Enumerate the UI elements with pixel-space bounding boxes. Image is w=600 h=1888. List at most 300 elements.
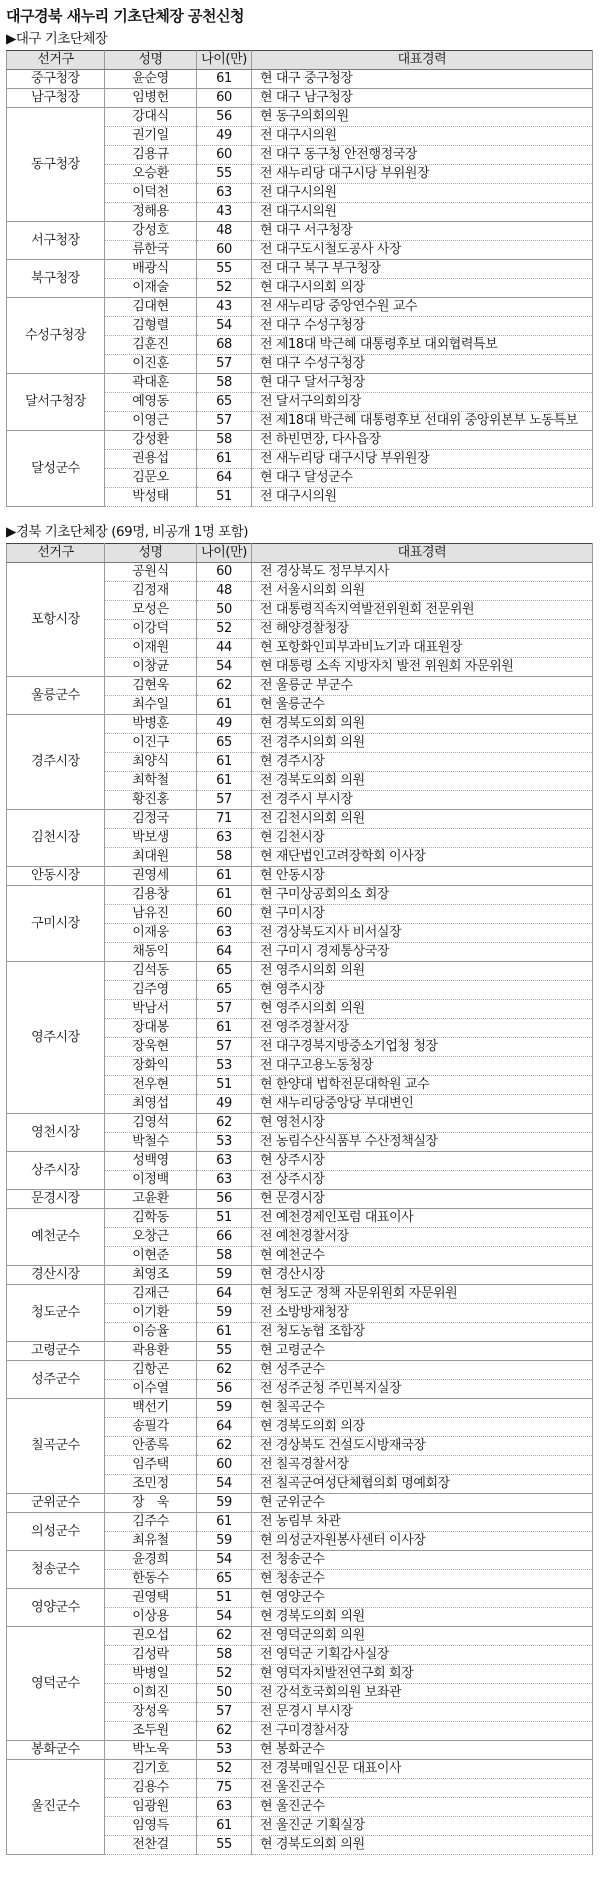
candidate-name: 김석동 [105, 962, 197, 981]
candidate-name: 오창근 [105, 1228, 197, 1247]
candidate-name: 고윤환 [105, 1190, 197, 1209]
table-row [7, 1513, 593, 1532]
candidate-age: 55 [197, 260, 252, 279]
candidate-name: 김주영 [105, 981, 197, 1000]
candidate-career: 현 포항화인피부과비뇨기과 대표원장 [252, 639, 593, 658]
candidate-career: 전 경상북도 건설도시방재국장 [252, 1437, 593, 1456]
candidate-age: 64 [197, 943, 252, 962]
candidate-age: 65 [197, 962, 252, 981]
header-career: 대표경력 [252, 544, 593, 563]
table-row [7, 1627, 593, 1646]
candidate-name: 조민정 [105, 1475, 197, 1494]
candidate-name: 한동수 [105, 1570, 197, 1589]
candidate-name: 모성은 [105, 601, 197, 620]
candidate-name: 최유철 [105, 1532, 197, 1551]
district-cell: 의성군수 [7, 1513, 105, 1551]
table-row [7, 1589, 593, 1608]
page-title: 대구경북 새누리 기초단체장 공천신청 [6, 7, 245, 25]
district-cell: 서구청장 [7, 222, 105, 260]
candidate-name: 윤경희 [105, 1551, 197, 1570]
candidate-career: 현 칠곡군수 [252, 1399, 593, 1418]
candidate-name: 김용창 [105, 886, 197, 905]
district-cell: 칠곡군수 [7, 1399, 105, 1494]
candidate-name: 이강덕 [105, 620, 197, 639]
candidate-name: 이재웅 [105, 924, 197, 943]
candidate-age: 55 [197, 165, 252, 184]
candidate-age: 63 [197, 1171, 252, 1190]
candidate-career: 현 봉화군수 [252, 1741, 593, 1760]
district-cell: 문경시장 [7, 1190, 105, 1209]
table-row [7, 374, 593, 393]
candidate-career: 전 대통령직속지역발전위원회 전문위원 [252, 601, 593, 620]
candidate-name: 이기환 [105, 1304, 197, 1323]
candidate-name: 황진홍 [105, 791, 197, 810]
candidate-age: 50 [197, 1684, 252, 1703]
candidate-age: 55 [197, 1836, 252, 1855]
candidate-career: 현 안동시장 [252, 867, 593, 886]
candidate-name: 권영세 [105, 867, 197, 886]
candidate-career: 전 예천경찰서장 [252, 1228, 593, 1247]
table-row [7, 867, 593, 886]
candidate-career: 현 대구 중구청장 [252, 70, 593, 89]
candidate-name: 이재원 [105, 639, 197, 658]
candidate-age: 63 [197, 924, 252, 943]
candidate-age: 65 [197, 1570, 252, 1589]
table-row [7, 962, 593, 981]
table-row [7, 1342, 593, 1361]
candidate-career: 전 영주시의회 의원 [252, 962, 593, 981]
candidate-name: 박남서 [105, 1000, 197, 1019]
section-title-daegu: ▶대구 기초단체장 [6, 31, 108, 47]
candidate-age: 65 [197, 981, 252, 1000]
candidate-name: 최영조 [105, 1266, 197, 1285]
candidate-career: 전 대구 동구청 안전행정국장 [252, 146, 593, 165]
candidate-name: 이진훈 [105, 355, 197, 374]
district-cell: 청송군수 [7, 1551, 105, 1589]
candidate-career: 전 대구시의원 [252, 184, 593, 203]
candidate-age: 52 [197, 1760, 252, 1779]
candidate-age: 48 [197, 582, 252, 601]
table-row [7, 222, 593, 241]
candidate-career: 현 구미상공회의소 회장 [252, 886, 593, 905]
candidate-age: 54 [197, 1608, 252, 1627]
candidate-name: 박성태 [105, 488, 197, 507]
candidate-career: 현 울진군수 [252, 1798, 593, 1817]
candidate-name: 임병헌 [105, 89, 197, 108]
candidate-age: 63 [197, 1152, 252, 1171]
candidate-career: 전 울릉군 부군수 [252, 677, 593, 696]
candidate-name: 강대식 [105, 108, 197, 127]
candidate-age: 60 [197, 241, 252, 260]
candidate-career: 현 경북도의회 의원 [252, 1836, 593, 1855]
candidate-career: 전 대구 수성구청장 [252, 317, 593, 336]
district-cell: 달성군수 [7, 431, 105, 507]
table-row [7, 1190, 593, 1209]
candidate-career: 전 구미시 경제통상국장 [252, 943, 593, 962]
candidate-career: 전 상주시장 [252, 1171, 593, 1190]
candidate-career: 현 재단법인고려장학회 이사장 [252, 848, 593, 867]
candidate-age: 57 [197, 355, 252, 374]
candidate-age: 62 [197, 1437, 252, 1456]
candidate-career: 전 영덕군의회 의원 [252, 1627, 593, 1646]
candidate-career: 전 농림부 차관 [252, 1513, 593, 1532]
candidate-age: 58 [197, 1247, 252, 1266]
candidate-age: 61 [197, 886, 252, 905]
candidate-age: 59 [197, 1399, 252, 1418]
table-header-row [7, 51, 593, 70]
candidate-age: 62 [197, 1722, 252, 1741]
table-row [7, 886, 593, 905]
candidate-career: 전 해양경찰청장 [252, 620, 593, 639]
candidate-name: 박철수 [105, 1133, 197, 1152]
table-row [7, 1285, 593, 1304]
district-cell: 고령군수 [7, 1342, 105, 1361]
table-row [7, 1494, 593, 1513]
candidate-age: 49 [197, 127, 252, 146]
candidate-age: 53 [197, 1741, 252, 1760]
candidate-career: 현 예천군수 [252, 1247, 593, 1266]
candidate-name: 이상용 [105, 1608, 197, 1627]
candidate-career: 현 동구의회의원 [252, 108, 593, 127]
candidate-name: 최양식 [105, 753, 197, 772]
candidate-age: 62 [197, 1627, 252, 1646]
candidate-career: 전 영덕군 기획감사실장 [252, 1646, 593, 1665]
candidate-age: 53 [197, 1057, 252, 1076]
candidate-career: 전 경주시의회 의원 [252, 734, 593, 753]
candidate-career: 현 경산시장 [252, 1266, 593, 1285]
candidate-age: 59 [197, 1494, 252, 1513]
candidate-career: 현 대구 서구청장 [252, 222, 593, 241]
candidate-career: 현 고령군수 [252, 1342, 593, 1361]
district-cell: 영주시장 [7, 962, 105, 1114]
candidate-name: 안종록 [105, 1437, 197, 1456]
candidate-career: 전 제18대 박근혜 대통령후보 선대위 중앙위본부 노동특보 [252, 412, 593, 431]
candidate-career: 전 달서구의회의장 [252, 393, 593, 412]
candidate-name: 채동익 [105, 943, 197, 962]
district-cell: 성주군수 [7, 1361, 105, 1399]
table-row [7, 260, 593, 279]
candidate-age: 54 [197, 1475, 252, 1494]
candidate-name: 조두원 [105, 1722, 197, 1741]
table-row [7, 1399, 593, 1418]
candidate-career: 전 영주경찰서장 [252, 1019, 593, 1038]
table-row [7, 431, 593, 450]
district-cell: 영덕군수 [7, 1627, 105, 1741]
candidate-age: 51 [197, 1589, 252, 1608]
candidate-career: 현 영주시장 [252, 981, 593, 1000]
candidate-name: 김성락 [105, 1646, 197, 1665]
candidate-name: 김정국 [105, 810, 197, 829]
candidate-career: 전 대구 북구 부구청장 [252, 260, 593, 279]
district-cell: 청도군수 [7, 1285, 105, 1342]
candidate-career: 현 영주시의회 의원 [252, 1000, 593, 1019]
table-row [7, 1114, 593, 1133]
district-cell: 울진군수 [7, 1760, 105, 1855]
table-row [7, 1361, 593, 1380]
table-row [7, 298, 593, 317]
candidate-name: 최학철 [105, 772, 197, 791]
candidate-age: 61 [197, 70, 252, 89]
candidate-name: 김재근 [105, 1285, 197, 1304]
candidate-name: 임주택 [105, 1456, 197, 1475]
candidate-name: 권용섭 [105, 450, 197, 469]
candidate-name: 성백영 [105, 1152, 197, 1171]
candidate-name: 곽대훈 [105, 374, 197, 393]
candidate-name: 장욱현 [105, 1038, 197, 1057]
candidate-career: 전 하빈면장, 다사읍장 [252, 431, 593, 450]
table-row [7, 89, 593, 108]
header-district: 선거구 [7, 51, 105, 70]
candidate-name: 박병일 [105, 1665, 197, 1684]
candidate-name: 윤순영 [105, 70, 197, 89]
candidate-name: 권오섭 [105, 1627, 197, 1646]
candidate-age: 61 [197, 450, 252, 469]
candidate-name: 공원식 [105, 563, 197, 582]
candidate-name: 김훈진 [105, 336, 197, 355]
table-row [7, 1741, 593, 1760]
candidate-name: 김영석 [105, 1114, 197, 1133]
candidate-age: 52 [197, 1665, 252, 1684]
section-title-gyeongbuk: ▶경북 기초단체장 (69명, 비공개 1명 포함) [6, 524, 249, 540]
candidate-name: 류한국 [105, 241, 197, 260]
candidate-name: 최영섭 [105, 1095, 197, 1114]
gyeongbuk-candidates-table [6, 543, 593, 1855]
candidate-name: 김항곤 [105, 1361, 197, 1380]
candidate-career: 전 구미경찰서장 [252, 1722, 593, 1741]
candidate-career: 전 농림수산식품부 수산정책실장 [252, 1133, 593, 1152]
candidate-career: 전 새누리당 대구시당 부위원장 [252, 165, 593, 184]
candidate-age: 63 [197, 184, 252, 203]
header-age: 나이(만) [197, 51, 252, 70]
candidate-age: 59 [197, 1266, 252, 1285]
candidate-age: 59 [197, 1304, 252, 1323]
candidate-career: 현 새누리당중앙당 부대변인 [252, 1095, 593, 1114]
district-cell: 김천시장 [7, 810, 105, 867]
district-cell: 울릉군수 [7, 677, 105, 715]
candidate-age: 71 [197, 810, 252, 829]
candidate-name: 김정재 [105, 582, 197, 601]
candidate-name: 김기호 [105, 1760, 197, 1779]
candidate-name: 김형렬 [105, 317, 197, 336]
candidate-age: 59 [197, 1532, 252, 1551]
candidate-name: 김용수 [105, 1779, 197, 1798]
candidate-career: 전 경북매일신문 대표이사 [252, 1760, 593, 1779]
district-cell: 영양군수 [7, 1589, 105, 1627]
candidate-career: 현 대구 달성군수 [252, 469, 593, 488]
candidate-career: 현 성주군수 [252, 1361, 593, 1380]
table-row [7, 563, 593, 582]
candidate-age: 64 [197, 1418, 252, 1437]
candidate-age: 54 [197, 658, 252, 677]
candidate-career: 현 김천시장 [252, 829, 593, 848]
candidate-age: 58 [197, 431, 252, 450]
candidate-name: 남유진 [105, 905, 197, 924]
candidate-name: 권영택 [105, 1589, 197, 1608]
candidate-age: 51 [197, 1209, 252, 1228]
candidate-name: 정해용 [105, 203, 197, 222]
candidate-age: 56 [197, 1190, 252, 1209]
candidate-age: 61 [197, 1817, 252, 1836]
candidate-age: 63 [197, 1798, 252, 1817]
candidate-career: 현 군위군수 [252, 1494, 593, 1513]
candidate-career: 현 대구 달서구청장 [252, 374, 593, 393]
candidate-name: 김현욱 [105, 677, 197, 696]
candidate-age: 58 [197, 1646, 252, 1665]
candidate-age: 44 [197, 639, 252, 658]
district-cell: 포항시장 [7, 563, 105, 677]
candidate-age: 51 [197, 488, 252, 507]
candidate-career: 현 경북도의회 의원 [252, 715, 593, 734]
candidate-age: 53 [197, 1133, 252, 1152]
candidate-age: 61 [197, 696, 252, 715]
candidate-career: 현 경주시장 [252, 753, 593, 772]
candidate-age: 65 [197, 393, 252, 412]
candidate-name: 임광원 [105, 1798, 197, 1817]
candidate-name: 배광식 [105, 260, 197, 279]
candidate-age: 61 [197, 1019, 252, 1038]
candidate-name: 이진구 [105, 734, 197, 753]
district-cell: 동구청장 [7, 108, 105, 222]
district-cell: 상주시장 [7, 1152, 105, 1190]
header-district: 선거구 [7, 544, 105, 563]
candidate-career: 전 성주군청 주민복지실장 [252, 1380, 593, 1399]
candidate-age: 54 [197, 1551, 252, 1570]
candidate-age: 61 [197, 1323, 252, 1342]
candidate-age: 49 [197, 715, 252, 734]
candidate-career: 전 새누리당 중앙연수원 교수 [252, 298, 593, 317]
candidate-name: 오승환 [105, 165, 197, 184]
candidate-career: 전 울진군 기획실장 [252, 1817, 593, 1836]
candidate-name: 백선기 [105, 1399, 197, 1418]
gyeongbuk-table-body [7, 563, 593, 1855]
candidate-career: 현 대통령 소속 지방자치 발전 위원회 자문위원 [252, 658, 593, 677]
candidate-name: 박노욱 [105, 1741, 197, 1760]
candidate-age: 61 [197, 1513, 252, 1532]
candidate-age: 57 [197, 1703, 252, 1722]
candidate-name: 권기일 [105, 127, 197, 146]
header-age: 나이(만) [197, 544, 252, 563]
candidate-career: 현 영천시장 [252, 1114, 593, 1133]
candidate-name: 박보생 [105, 829, 197, 848]
candidate-age: 62 [197, 1114, 252, 1133]
header-career: 대표경력 [252, 51, 593, 70]
candidate-name: 이재술 [105, 279, 197, 298]
candidate-age: 52 [197, 279, 252, 298]
candidate-age: 54 [197, 317, 252, 336]
table-row [7, 1760, 593, 1779]
candidate-career: 전 경주시 부시장 [252, 791, 593, 810]
candidate-career: 현 청도군 정책 자문위원회 자문위원 [252, 1285, 593, 1304]
candidate-name: 강성호 [105, 222, 197, 241]
candidate-name: 강성환 [105, 431, 197, 450]
candidate-career: 전 대구고용노동청장 [252, 1057, 593, 1076]
candidate-career: 현 영덕자치발전연구회 회장 [252, 1665, 593, 1684]
candidate-age: 68 [197, 336, 252, 355]
candidate-age: 49 [197, 1095, 252, 1114]
candidate-name: 장성욱 [105, 1703, 197, 1722]
candidate-name: 최수일 [105, 696, 197, 715]
candidate-name: 곽용환 [105, 1342, 197, 1361]
candidate-career: 전 청도농협 조합장 [252, 1323, 593, 1342]
candidate-age: 52 [197, 620, 252, 639]
candidate-career: 전 경상북도 정무부지사 [252, 563, 593, 582]
candidate-name: 장화익 [105, 1057, 197, 1076]
candidate-name: 이창균 [105, 658, 197, 677]
candidate-career: 전 새누리당 대구시당 부위원장 [252, 450, 593, 469]
candidate-name: 김용규 [105, 146, 197, 165]
district-cell: 남구청장 [7, 89, 105, 108]
table-row [7, 1551, 593, 1570]
candidate-name: 예영동 [105, 393, 197, 412]
candidate-career: 전 대구시의원 [252, 203, 593, 222]
candidate-age: 64 [197, 1285, 252, 1304]
candidate-career: 전 칠곡경찰서장 [252, 1456, 593, 1475]
candidate-name: 이영근 [105, 412, 197, 431]
candidate-career: 전 강석호국회의원 보좌관 [252, 1684, 593, 1703]
candidate-career: 현 상주시장 [252, 1152, 593, 1171]
candidate-career: 전 대구시의원 [252, 488, 593, 507]
candidate-age: 57 [197, 412, 252, 431]
table-row [7, 108, 593, 127]
candidate-age: 60 [197, 563, 252, 582]
candidate-age: 48 [197, 222, 252, 241]
candidate-name: 최대원 [105, 848, 197, 867]
table-row [7, 1266, 593, 1285]
candidate-career: 전 칠곡군여성단체협의회 명예회장 [252, 1475, 593, 1494]
district-cell: 경산시장 [7, 1266, 105, 1285]
candidate-age: 57 [197, 1038, 252, 1057]
candidate-age: 75 [197, 1779, 252, 1798]
candidate-career: 현 청송군수 [252, 1570, 593, 1589]
candidate-career: 전 제18대 박근혜 대통령후보 대외협력특보 [252, 336, 593, 355]
candidate-career: 전 문경시 부시장 [252, 1703, 593, 1722]
candidate-name: 김대현 [105, 298, 197, 317]
candidate-age: 62 [197, 1361, 252, 1380]
candidate-career: 전 대구시의원 [252, 127, 593, 146]
candidate-career: 전 예천경제인포럼 대표이사 [252, 1209, 593, 1228]
candidate-name: 전우현 [105, 1076, 197, 1095]
district-cell: 안동시장 [7, 867, 105, 886]
district-cell: 경주시장 [7, 715, 105, 810]
candidate-name: 송필각 [105, 1418, 197, 1437]
candidate-age: 66 [197, 1228, 252, 1247]
candidate-career: 현 구미시장 [252, 905, 593, 924]
candidate-career: 현 경북도의회 의원 [252, 1608, 593, 1627]
header-name: 성명 [105, 544, 197, 563]
candidate-career: 전 소방방재청장 [252, 1304, 593, 1323]
candidate-age: 60 [197, 1456, 252, 1475]
candidate-career: 전 김천시의회 의원 [252, 810, 593, 829]
district-cell: 북구청장 [7, 260, 105, 298]
candidate-career: 현 문경시장 [252, 1190, 593, 1209]
district-cell: 예천군수 [7, 1209, 105, 1266]
candidate-name: 전찬걸 [105, 1836, 197, 1855]
candidate-name: 이정백 [105, 1171, 197, 1190]
candidate-career: 전 경상북도지사 비서실장 [252, 924, 593, 943]
candidate-age: 43 [197, 298, 252, 317]
candidate-name: 이승율 [105, 1323, 197, 1342]
candidate-age: 58 [197, 848, 252, 867]
district-cell: 군위군수 [7, 1494, 105, 1513]
candidate-name: 김학동 [105, 1209, 197, 1228]
candidate-career: 현 대구 수성구청장 [252, 355, 593, 374]
daegu-candidates-table [6, 50, 593, 507]
candidate-name: 장 욱 [105, 1494, 197, 1513]
candidate-age: 43 [197, 203, 252, 222]
daegu-table-body [7, 70, 593, 507]
table-row [7, 70, 593, 89]
candidate-name: 이덕천 [105, 184, 197, 203]
